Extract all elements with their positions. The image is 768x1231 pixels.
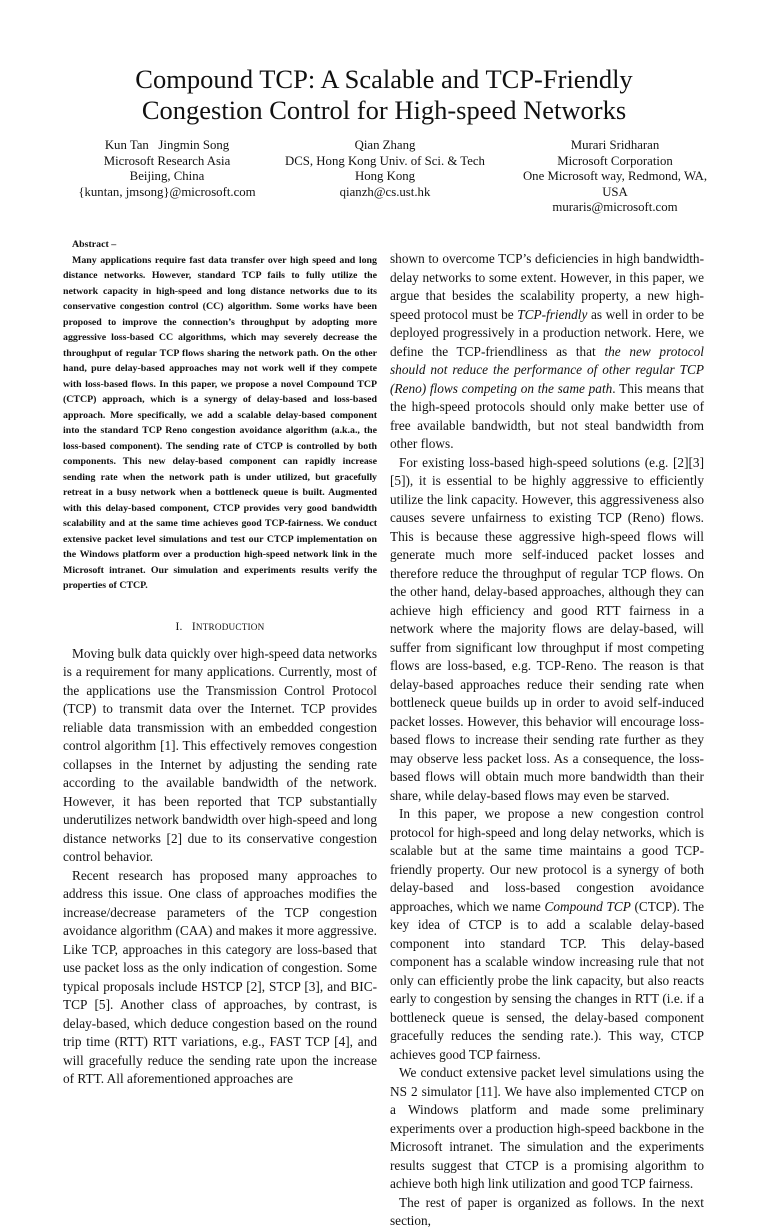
section-heading-introduction — [63, 620, 377, 635]
author-name: Qian Zhang — [354, 138, 416, 152]
author-block-1 — [72, 138, 262, 200]
author-affiliation: DCS, Hong Kong Univ. of Sci. & Tech — [285, 153, 485, 168]
right-paragraph-3 — [390, 805, 704, 1064]
right-column — [390, 250, 704, 1231]
author-email: qianzh@cs.ust.hk — [339, 184, 431, 199]
title-line-1: Compound TCP: A Scalable and TCP-Friendly — [135, 64, 633, 94]
p3-text-b: (CTCP). The key idea of CTCP is to add a scalable delay-based component into standard TCP. This delay-based component has a scalable window increasing rule that not only can efficiently probe the link capacity, but also reacts early to congestion by sensing the changes in RTT (i.e. if a bottleneck queue is sensed, the delay-based component gracefully reduces the sending rate.). This way, CTCP achieves good TCP fairness. — [390, 898, 704, 1062]
author-affiliation: Microsoft Corporation — [557, 153, 673, 168]
author-address-line-2: USA — [602, 184, 628, 199]
author-affiliation: Microsoft Research Asia — [103, 153, 231, 168]
p1-tcp-friendly: TCP-friendly — [517, 306, 588, 322]
author-name: Murari Sridharan — [570, 138, 660, 152]
p3-compound-tcp: Compound TCP — [544, 898, 631, 914]
p3-text-a: In this paper, we propose a new congestion control protocol for high-speed and long delay networks, which is scalable but at the same time maintains a good TCP-friendly property. Our new protocol is a synergy of both delay-based and loss-based congestion avoidance approaches, which we name — [390, 806, 704, 914]
abstract — [63, 237, 377, 594]
author-name: Kun Tan Jingmin Song — [104, 138, 230, 152]
right-paragraph-5: The rest of paper is organized as follows. In the next section, — [390, 1194, 704, 1228]
section-title-initial: I — [191, 620, 196, 633]
p1-text-a: shown to overcome TCP’s deficiencies in high bandwidth-delay networks to some extent. However, in this paper, we argue that besides the scalability property, a new high-speed protocol must be — [390, 251, 704, 322]
section-title-rest: NTRODUCTION — [195, 621, 265, 632]
p1-text-b: as well in order to be deployed progressively in a production network. Here, we define the TCP-friendliness as that — [390, 306, 704, 359]
title-line-2: Congestion Control for High-speed Networks — [141, 95, 627, 125]
author-block-3 — [510, 138, 720, 216]
right-paragraph-4: We conduct extensive packet level simulations using the NS 2 simulator [11]. We have also implemented CTCP on a Windows platform and made some preliminary experiments over a production high-speed backbone in the Microsoft intranet. The simulation and the experiments results suggest that CTCP is a promising algorithm to achieve both high link utilization and good TCP fairness. — [390, 1065, 704, 1191]
left-column — [63, 237, 377, 1089]
author-address: Beijing, China — [129, 169, 205, 183]
right-paragraph-1 — [390, 250, 704, 454]
section-number: I. — [175, 620, 183, 633]
author-address-line-1: One Microsoft way, Redmond, WA, — [522, 169, 708, 183]
author-email: muraris@microsoft.com — [552, 200, 678, 214]
author-email: {kuntan, jmsong}@microsoft.com — [78, 184, 256, 199]
abstract-text: Many applications require fast data transfer over high speed and long distance networks. However, standard TCP fails to fully utilize the network capacity in high-speed and long distance networks due to its conservative congestion control (CC) algorithm. Some works have been proposed to improve the connection’s throughput by adopting more aggressive loss-based CC algorithms, which may severely decrease the throughput of regular TCP flows sharing the network path. On the other hand, pure delay-based approaches may not work well if they compete with loss-based flows. In this paper, we propose a novel Compound TCP (CTCP) approach, which is a synergy of delay-based and loss-based approach. More specifically, we add a scalable delay-based component into the standard TCP Reno congestion avoidance algorithm (a.k.a., the loss-based component). The sending rate of CTCP is controlled by both components. This new delay-based component can rapidly increase sending rate when the network path is under utilized, but gracefully retreat in a busy network when a bottleneck queue is built. Augmented with this delay-based component, CTCP provides very good bandwidth scalability and at the same time achieves good TCP-fairness. We conduct extensive packet level simulations and test our CTCP implementation on the Windows platform over a production high-speed network link in the Microsoft intranet. Our simulation and experiments results verify the properties of CTCP. — [63, 254, 377, 591]
p1-definition: the new protocol should not reduce the performance of other regular TCP (Reno) flows competing on the same path — [390, 343, 704, 396]
right-paragraph-2: For existing loss-based high-speed solutions (e.g. [2][3][5]), it is essential to be highly aggressive to efficiently utilize the link capacity. However, this aggressiveness also causes severe unfairness to existing TCP (Reno) flows. This is because these aggressive high-speed flows will generate much more self-induced packet losses and therefore reduce the throughput of regular TCP flows. On the other hand, delay-based approaches, although they can achieve high efficiency and good RTT fairness in a network where the majority flows are delay-based, will suffer from significant low throughput if most competing flows are loss-based, e.g. TCP-Reno. The reason is that delay-based approaches reduce their sending rate when bottleneck queue builds up in order to avoid self-induced packet losses. However, this behavior will encourage loss-based flows to increase their sending rate further as they may observe less packet loss. As a consequence, the loss-based flows will obtain much more bandwidth than their share, while delay-based flows may even be starved. — [390, 454, 704, 803]
author-address: Hong Kong — [354, 169, 416, 183]
paper-title — [0, 64, 768, 126]
intro-paragraph-2: Recent research has proposed many approaches to address this issue. One class of approaches modifies the increase/decrease parameters of the TCP congestion avoidance algorithm (CAA) and makes it more aggressive. Like TCP, approaches in this category are loss-based that use packet loss as the only indication of congestion. Some typical proposals include HSTCP [2], STCP [3], and BIC-TCP [5]. Another class of approaches, by contrast, is delay-based, which deduce congestion based on the round trip time (RTT) RTT variations, e.g., FAST TCP [4], and will gracefully reduce the sending rate upon the increase of RTT. All aforementioned approaches are — [63, 867, 377, 1086]
abstract-label: Abstract – — [72, 239, 117, 250]
intro-paragraph-1: Moving bulk data quickly over high-speed data networks is a requirement for many applications. Currently, most of the applications use the Transmission Control Protocol (TCP) to transmit data over the Internet. TCP provides reliable data transmission with an embedded congestion control algorithm [1]. This effectively removes congestion collapses in the Internet by adjusting the sending rate according to the available bandwidth of the network. However, it has been reported that TCP substantially underutilizes network bandwidth over high-speed and long distance networks [2] due to its conservative congestion control behavior. — [63, 645, 377, 864]
author-block-2 — [275, 138, 495, 200]
p1-text-c: . This means that the high-speed protocols should only make better use of free available bandwidth, but not steal bandwidth from other flows. — [390, 380, 704, 451]
